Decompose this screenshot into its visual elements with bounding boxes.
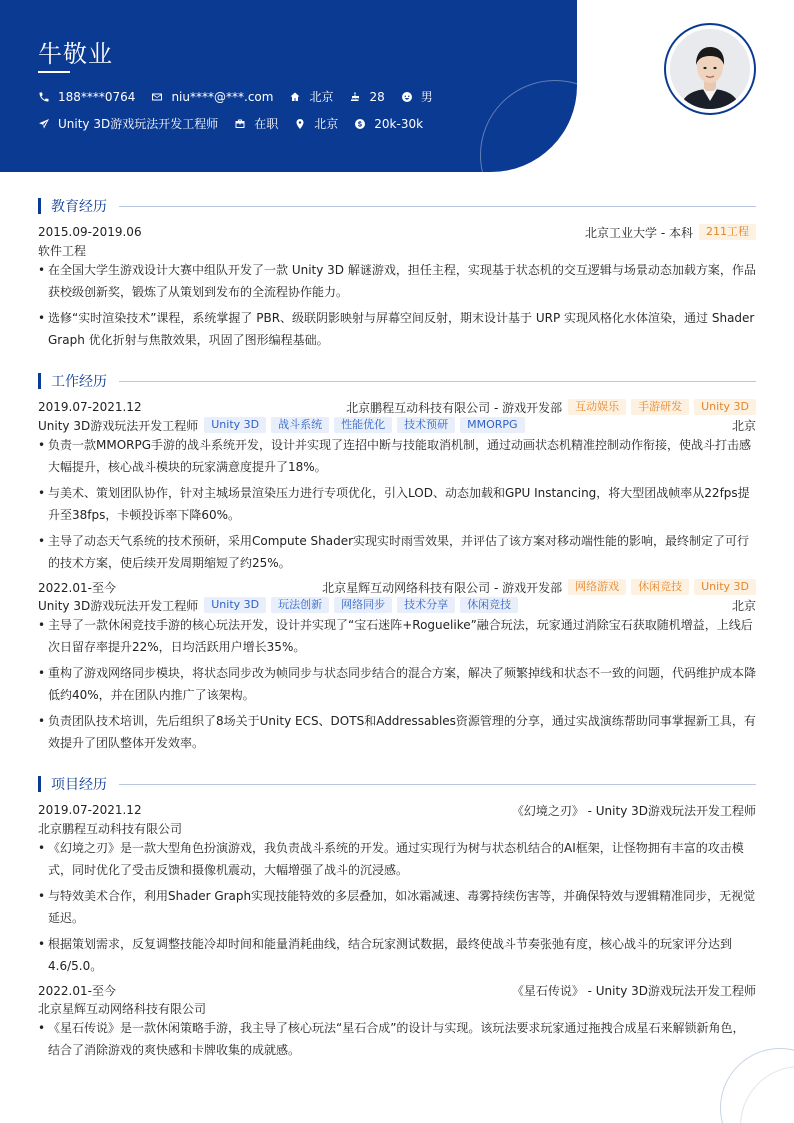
home-icon — [289, 91, 301, 103]
work-title: Unity 3D游戏玩法开发工程师 — [38, 418, 199, 433]
list-item: • 主导了动态天气系统的技术预研，采用Compute Shader实现实时雨雪效果，并评估了该方案对移动端性能的影响，最终制定了可行的技术方案，使后续开发周期缩短了约25%。 — [38, 530, 756, 574]
send-icon — [38, 118, 50, 130]
age-text: 28 — [369, 89, 385, 104]
contact-row — [38, 88, 449, 105]
avatar-portrait-icon — [670, 29, 750, 109]
list-item: • 《星石传说》是一款休闲策略手游，我主导了核心玩法“星石合成”的设计与实现。该玩法要求玩家通过拖拽合成星石来解锁新角色，结合了消除游戏的爽快感和卡牌收集的成就感。 — [38, 1017, 756, 1061]
list-item: • 主导了一款休闲竞技手游的核心玩法开发，设计并实现了“宝石迷阵+Roguelike”融合玩法，玩家通过消除宝石获取随机增益，上线后次日留存率提升22%，日均活跃用户增长35%。 — [38, 614, 756, 658]
header-decoration-ring — [480, 80, 577, 172]
skill-tag: 技术预研 — [397, 417, 455, 433]
location-pin-icon — [294, 118, 306, 130]
list-item: • 选修“实时渲染技术”课程，系统掌握了 PBR、级联阴影映射与屏幕空间反射，期末设计基于 URP 实现风格化水体渲染，通过 Shader Graph 优化折射与焦散效果，巩固了图形编程基础。 — [38, 307, 756, 351]
target-job-text: Unity 3D游戏玩法开发工程师 — [58, 117, 219, 131]
school-tag: 211工程 — [699, 224, 756, 240]
section-title-education: 教育经历 — [51, 199, 107, 215]
skill-tag: 技术分享 — [397, 597, 455, 613]
project-name: 《星石传说》 - Unity 3D游戏玩法开发工程师 — [511, 983, 756, 998]
status-text: 在职 — [254, 117, 279, 131]
project-header — [38, 981, 756, 999]
project-period: 2019.07-2021.12 — [38, 803, 142, 817]
section-title-work: 工作经历 — [51, 374, 107, 390]
job-intent-row — [38, 115, 439, 132]
skill-tag: 休闲竞技 — [460, 597, 518, 613]
gender-text: 男 — [420, 90, 433, 104]
city-text: 北京 — [309, 90, 334, 104]
avatar-frame — [664, 23, 756, 115]
list-item: • 重构了游戏网络同步模块，将状态同步改为帧同步与状态同步结合的混合方案，解决了频繁掉线和状态不一致的问题，代码维护成本降低约40%，并在团队内推广了该架构。 — [38, 662, 756, 706]
skill-tag: MMORPG — [460, 417, 524, 433]
section-marker — [38, 198, 41, 214]
section-divider — [119, 206, 756, 207]
company-tag: Unity 3D — [694, 579, 756, 595]
cake-icon — [349, 91, 361, 103]
skill-tag: 网络同步 — [334, 597, 392, 613]
project-period: 2022.01-至今 — [38, 983, 116, 998]
skill-tag: Unity 3D — [204, 597, 266, 613]
work-title: Unity 3D游戏玩法开发工程师 — [38, 598, 199, 613]
target-city-text: 北京 — [314, 117, 339, 131]
target-city-info — [294, 115, 338, 132]
target-job-info — [38, 115, 218, 132]
gender-info — [401, 88, 433, 105]
briefcase-icon — [234, 118, 246, 130]
company-tag: Unity 3D — [694, 399, 756, 415]
section-divider — [119, 784, 756, 785]
section-work — [38, 371, 756, 391]
work-period: 2019.07-2021.12 — [38, 400, 142, 414]
avatar — [670, 29, 750, 109]
section-projects — [38, 774, 756, 794]
phone-text: 188****0764 — [58, 89, 136, 104]
list-item: • 与美术、策划团队协作，针对主城场景渲染压力进行专项优化，引入LOD、动态加载和GPU Instancing，将大型团战帧率从22fps提升至38fps，卡顿投诉率下降60%。 — [38, 482, 756, 526]
project-company: 北京鹏程互动科技有限公司 — [38, 821, 183, 836]
education-header — [38, 223, 756, 241]
company-tag: 网络游戏 — [568, 579, 626, 595]
resume-header — [0, 0, 577, 172]
company-tag: 休闲竞技 — [631, 579, 689, 595]
section-marker — [38, 776, 41, 792]
company-tag: 互动娱乐 — [568, 399, 626, 415]
education-period: 2015.09-2019.06 — [38, 225, 142, 239]
work-company: 北京星辉互动网络科技有限公司 - 游戏开发部 — [322, 580, 563, 595]
work-city: 北京 — [731, 418, 756, 433]
section-education — [38, 196, 756, 216]
education-major-row — [38, 241, 756, 259]
skill-tag: 战斗系统 — [271, 417, 329, 433]
project-header — [38, 801, 756, 819]
list-item: • 负责团队技术培训，先后组织了8场关于Unity ECS、DOTS和Addressables资源管理的分享，通过实战演练帮助同事掌握新工具，有效提升了团队整体开发效率。 — [38, 710, 756, 754]
section-title-projects: 项目经历 — [51, 777, 107, 793]
work-title-row — [38, 596, 756, 614]
candidate-name: 牛敬业 — [38, 40, 113, 68]
phone-icon — [38, 91, 50, 103]
list-item: • 根据策划需求，反复调整技能冷却时间和能量消耗曲线，结合玩家测试数据，最终使战斗节奏张弛有度，核心战斗的玩家评分达到4.6/5.0。 — [38, 933, 756, 977]
email-info — [151, 90, 273, 104]
education-school: 北京工业大学 - 本科 — [585, 225, 693, 240]
work-company: 北京鹏程互动科技有限公司 - 游戏开发部 — [346, 400, 563, 415]
list-item: • 负责一款MMORPG手游的战斗系统开发，设计并实现了连招中断与技能取消机制，通过动画状态机精准控制动作衔接，使战斗打击感大幅提升，核心战斗模块的玩家满意度提升了18%。 — [38, 434, 756, 478]
work-city: 北京 — [731, 598, 756, 613]
salary-info — [354, 117, 423, 131]
skill-tag: 玩法创新 — [271, 597, 329, 613]
project-company: 北京星辉互动网络科技有限公司 — [38, 1001, 207, 1016]
phone-info — [38, 90, 135, 104]
work-title-row — [38, 416, 756, 434]
section-marker — [38, 373, 41, 389]
list-item: • 与特效美术合作，利用Shader Graph实现技能特效的多层叠加，如冰霜减速、毒雾持续伤害等，并确保特效与逻辑精准同步，无视觉延迟。 — [38, 885, 756, 929]
mail-icon — [151, 91, 163, 103]
project-company-row — [38, 819, 756, 837]
email-text: niu****@***.com — [171, 89, 274, 104]
city-info — [289, 88, 333, 105]
list-item: • 在全国大学生游戏设计大赛中组队开发了一款 Unity 3D 解谜游戏，担任主程，实现基于状态机的交互逻辑与场景动态加载方案，作品获校级创新奖，锻炼了从策划到发布的全流程协作能力。 — [38, 259, 756, 303]
salary-text: 20k-30k — [374, 116, 424, 131]
work-period: 2022.01-至今 — [38, 580, 116, 595]
skill-tag: Unity 3D — [204, 417, 266, 433]
project-company-row — [38, 999, 756, 1017]
smile-icon — [401, 91, 413, 103]
skill-tag: 性能优化 — [334, 417, 392, 433]
work-header — [38, 578, 756, 596]
age-info — [349, 90, 384, 104]
company-tag: 手游研发 — [631, 399, 689, 415]
project-name: 《幻境之刃》 - Unity 3D游戏玩法开发工程师 — [511, 803, 756, 818]
section-divider — [119, 381, 756, 382]
list-item: • 《幻境之刃》是一款大型角色扮演游戏，我负责战斗系统的开发。通过实现行为树与状态机结合的AI框架，让怪物拥有丰富的攻击模式，同时优化了受击反馈和摄像机震动，大幅增强了战斗的沉浸感。 — [38, 837, 756, 881]
work-header — [38, 398, 756, 416]
status-info — [234, 115, 278, 132]
education-major: 软件工程 — [38, 243, 87, 258]
name-underline — [38, 71, 70, 73]
money-icon — [354, 118, 366, 130]
